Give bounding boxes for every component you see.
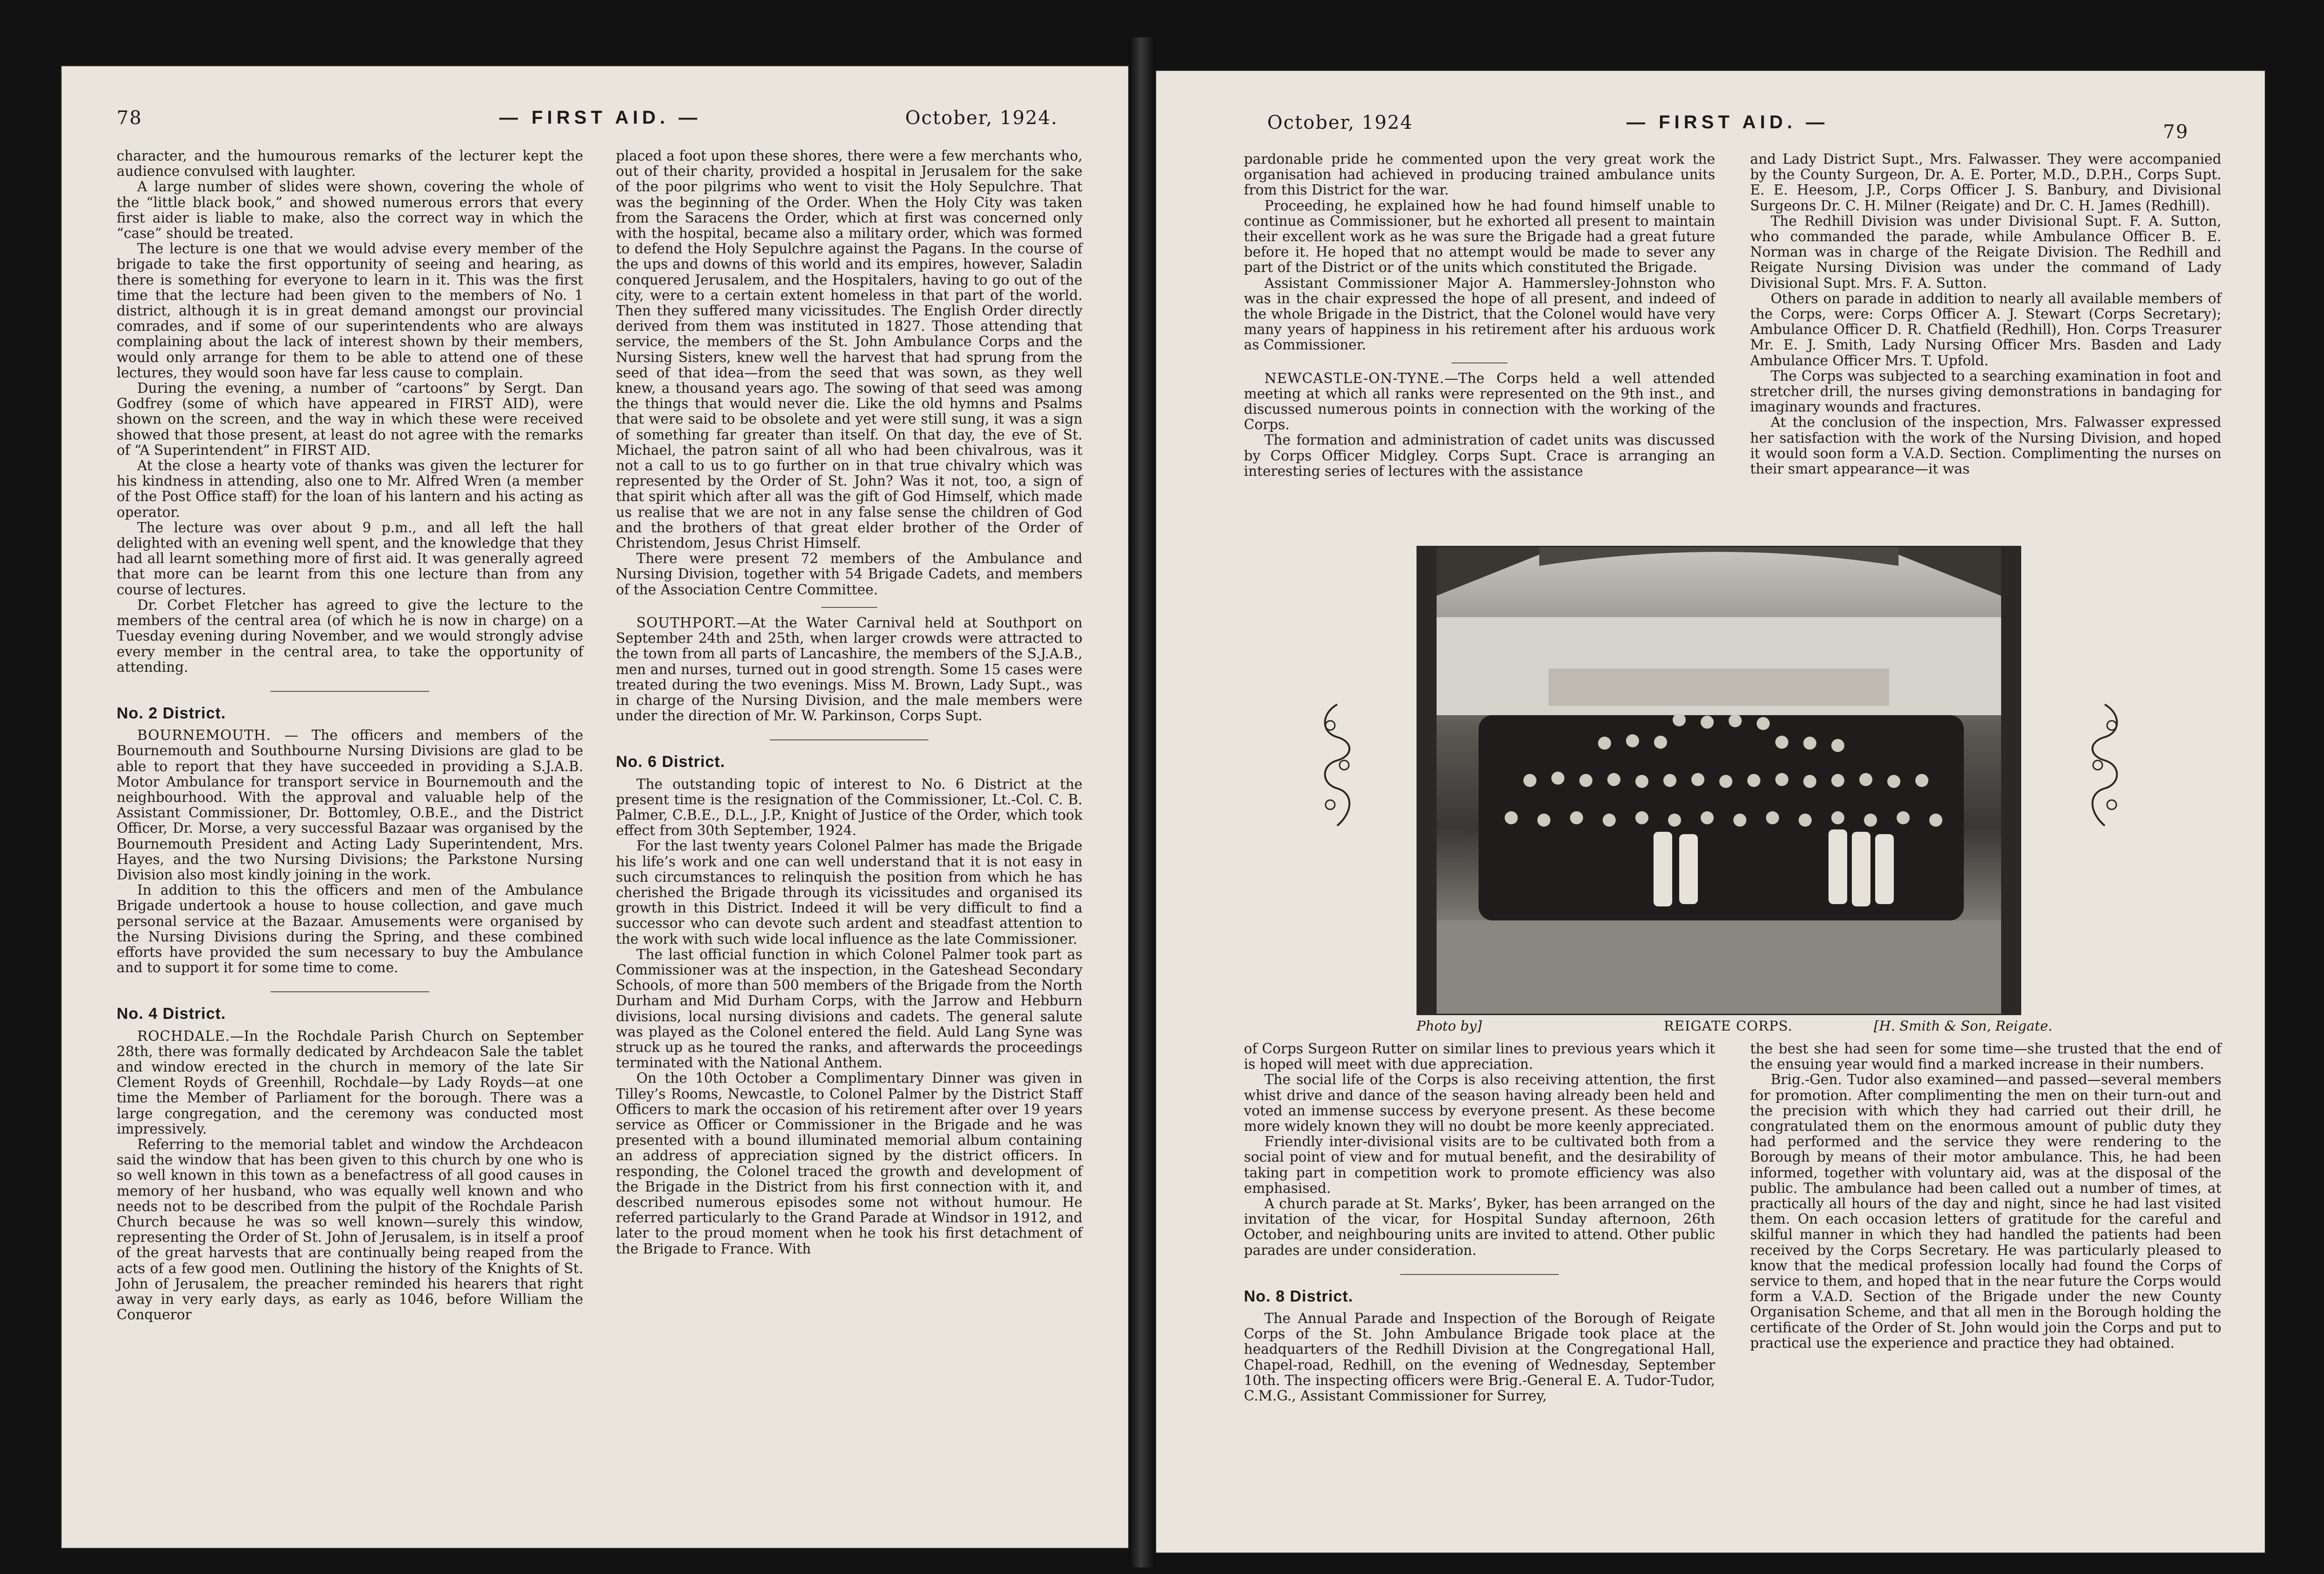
book-spine — [1129, 37, 1155, 1567]
running-title: — FIRST AID. — — [1626, 112, 1829, 132]
right-column-1-top — [1244, 152, 1715, 479]
paragraph: SOUTHPORT.—At the Water Carnival held at Southport on September 24th and 25th, when larger crowds were attracted to the town from all parts of Lancashire, the members of the S.J.A.B., men and nurses, turned out in good strength. Some 15 cases were treated during the two evenings. Miss M. Brown, Lady Supt., was in charge of the Nursing Division, and the male members were under the direction of Mr. W. Parkinson, Corps Supt. — [616, 614, 1082, 724]
right-column-1-bottom — [1244, 1041, 1715, 1404]
paragraph: There were present 72 members of the Ambulance and Nursing Division, together with 54 Brigade Cadets, and members of the Association Centre Committee. — [616, 550, 1082, 598]
paragraph: On the 10th October a Complimentary Dinner was given in Tilley’s Rooms, Newcastle, to Colonel Palmer by the District Staff Officers to mark the occasion of his retirement after over 19 years service as Officer or Commissioner in the Brigade and he was presented with a bound illuminated memorial album containing an address of appreciation signed by the district officers. In responding, the Colonel traced the growth and development of the Brigade in the District from his first connection with it, and described numerous episodes some not without humour. He referred particularly to the Grand Parade at Windsor in 1912, and later to the proud moment when he took his first detachment of the Brigade to France. With — [616, 1070, 1082, 1257]
section-divider — [271, 691, 429, 692]
paragraph: The Redhill Division was under Divisional Supt. F. A. Sutton, who commanded the parade, while Ambulance Officer B. E. Norman was in charge of the Reigate Division. The Redhill and Reigate Nursing Division was under the command of Lady Divisional Supt. Mrs. F. A. Sutton. — [1750, 213, 2221, 291]
section-divider — [271, 991, 429, 992]
left-page — [61, 65, 1129, 1549]
place-name: BOURNEMOUTH. — [137, 727, 271, 744]
paragraph: The social life of the Corps is also receiving attention, the first whist drive and dance of the season having already been held and voted an immense success by everyone present. As these become more widely known they will no doubt be more keenly appreciated. — [1244, 1072, 1715, 1135]
place-name: NEWCASTLE-ON-TYNE. — [1264, 370, 1445, 386]
scroll-ornament-icon — [1316, 700, 1358, 830]
paragraph: the best she had seen for some time—she trusted that the end of the ensuing year would find a marked increase in their numbers. — [1750, 1041, 2221, 1073]
paragraph: The lecture is one that we would advise every member of the brigade to take the first opportunity of seeing and hearing, as there is something for everyone to learn in it. This was the first time that the lecture had been given to the members of No. 1 district, although it is in great demand amongst our provincial comrades, and if some of our superintendents who are always complaining about the lack of interest shown by their members, would only arrange for them to be able to attend one of these lectures, they would soon have far less cause to complain. — [117, 241, 583, 381]
paragraph: BOURNEMOUTH. — The officers and members of the Bournemouth and Southbourne Nursing Divisions are glad to be able to report that they have succeeded in providing a S.J.A.B. Motor Ambulance for transport service in Bournemouth and the neighbourhood. With the approval and valuable help of the Assistant Commissioner, Dr. Bottomley, O.B.E., and the District Officer, Dr. Morse, a very successful Bazaar was organised by the Bournemouth President and Acting Lady Superintendent, Mrs. Hayes, and the two Nursing Divisions; the Parkstone Nursing Division also most kindly joining in the work. — [117, 727, 583, 883]
section-divider — [821, 607, 877, 608]
paragraph: Brig.-Gen. Tudor also examined—and passed—several members for promotion. After complimenting the men on their turn-out and the precision with which they had carried out their drill, he congratulated them on the enormous amount of public duty they had performed and the service they were rendering to the Borough by means of their motor ambulance. This, he had been informed, together with voluntary aid, was at the disposal of the public. The ambulance had been called out a number of times, at practically all hours of the day and night, since he had last visited them. On each occasion letters of gratitude for the careful and skilful manner in which they had handled the patients had been received by the Corps Secretary. He was particularly pleased to know that the medical profession locally had found the Corps of service to them, and hoped that in the near future the Corps would form a V.A.D. Section of the Brigade under the new County Organisation Scheme, and that all men in the Borough holding the certificate of the Order of St. John would join the Corps and put to practical use the experience and practice they had obtained. — [1750, 1072, 2221, 1351]
paragraph: ROCHDALE.—In the Rochdale Parish Church on September 28th, there was formally dedicated by Archdeacon Sale the tablet and window erected in the church in memory of the late Sir Clement Royds of Greenhill, Rochdale—by Lady Royds—at one time the Member of Parliament for the borough. There was a large congregation, and the ceremony was conducted most impressively. — [117, 1028, 583, 1137]
right-page — [1155, 70, 2266, 1553]
paragraph: The Corps was subjected to a searching examination in foot and stretcher drill, the nurses giving demonstrations in bandaging for imaginary wounds and fractures. — [1750, 368, 2221, 415]
scroll-ornament-icon — [2084, 700, 2126, 830]
photo-caption: REIGATE CORPS. — [1664, 1018, 1793, 1034]
left-column-2 — [616, 148, 1082, 1257]
paragraph: A church parade at St. Marks’, Byker, has been arranged on the invitation of the vicar, for Hospital Sunday afternoon, 26th October, and neighbouring units are invited to attend. Other public parades are under consideration. — [1244, 1196, 1715, 1258]
paragraph: Proceeding, he explained how he had found himself unable to continue as Commissioner, but he exhorted all present to maintain their excellent work as he was sure the Brigade had a great future before it. He hoped that no attempt would be made to sever any part of the District or of the units which constituted the Brigade. — [1244, 197, 1715, 276]
paragraph: Assistant Commissioner Major A. Hammersley-Johnston who was in the chair expressed the hope of all present, and indeed of the whole Brigade in the District, that the Colonel would have very many years of happiness in his retirement after his arduous work as Commissioner. — [1244, 275, 1715, 353]
paragraph: NEWCASTLE-ON-TYNE.—The Corps held a well attended meeting at which all ranks were represented on the 9th inst., and discussed numerous points in connection with the working of the Corps. — [1244, 370, 1715, 433]
photo-credit: [H. Smith & Son, Reigate. — [1874, 1018, 2052, 1034]
paragraph: Referring to the memorial tablet and window the Archdeacon said the window that has been given to this church by one who is so well known in this town as a benefactress of all good causes in memory of her husband, who was equally well known and who needs not to be described from the pulpit of the Rochdale Parish Church because he was so well known—surely this window, representing the Order of St. John of Jerusalem, is in itself a proof of the great harvests that are continually being reaped from the acts of a few good men. Outlining the history of the Knights of St. John of Jerusalem, the preacher reminded his hearers that right away in very early days, as early as 1046, before William the Conqueror — [117, 1136, 583, 1323]
paragraph: pardonable pride he commented upon the very great work the organisation had achieved in producing trained ambulance units from this District for the war. — [1244, 151, 1715, 198]
paragraph: The outstanding topic of interest to No. 6 District at the present time is the resignation of the Commissioner, Lt.-Col. C. B. Palmer, C.B.E., D.L., J.P., Knight of Justice of the Order, which took effect from 30th September, 1924. — [616, 776, 1082, 839]
paragraph: In addition to this the officers and men of the Ambulance Brigade undertook a house to house collection, and gave much personal service at the Bazaar. Amusements were organised by the Nursing Divisions during the Spring, and these combined efforts have provided the sum necessary to buy the Ambulance and to support it for some time to come. — [117, 882, 583, 976]
paragraph: The formation and administration of cadet units was discussed by Corps Officer Midgley. Corps Supt. Crace is arranging an interesting series of lectures with the assistance — [1244, 432, 1715, 479]
running-title: — FIRST AID. — — [499, 107, 702, 128]
group-photograph — [1417, 546, 2021, 1015]
page-number: 78 — [117, 107, 142, 129]
paragraph: of Corps Surgeon Rutter on similar lines to previous years which it is hoped will meet with due appreciation. — [1244, 1041, 1715, 1073]
section-heading: No. 4 District. — [117, 1005, 226, 1023]
place-name: ROCHDALE. — [137, 1028, 230, 1044]
paragraph: The last official function in which Colonel Palmer took part as Commissioner was at the inspection, in the Gateshead Secondary Schools, of more than 500 members of the Brigade from the North Durham and Mid Durham Corps, with the Jarrow and Hebburn divisions, local nursing divisions and cadets. The general salute was played as the Colonel entered the field. Auld Lang Syne was struck up as he toured the ranks, and afterwards the proceedings terminated with the National Anthem. — [616, 946, 1082, 1071]
paragraph: Friendly inter-divisional visits are to be cultivated both from a social point of view and for mutual benefit, and the desirability of taking part in competition work to promote efficiency was also emphasised. — [1244, 1134, 1715, 1196]
section-heading: No. 2 District. — [117, 704, 226, 722]
place-name: SOUTHPORT. — [636, 614, 737, 631]
section-divider — [1452, 362, 1507, 363]
issue-date: October, 1924 — [1267, 112, 1413, 133]
issue-date: October, 1924. — [905, 107, 1058, 129]
section-divider — [1400, 1274, 1559, 1275]
section-divider — [770, 739, 928, 740]
paragraph: Others on parade in addition to nearly all available members of the Corps, were: Corps Officer A. J. Stewart (Corps Secretary); Ambulance Officer D. R. Chatfield (Redhill), Hon. Corps Treasurer Mr. E. J. Smith, Lady Nursing Officer Mrs. Basden and Lady Ambulance Officer Mrs. T. Upfold. — [1750, 290, 2221, 369]
photo-credit-label: Photo by] — [1417, 1018, 1482, 1034]
paragraph: and Lady District Supt., Mrs. Falwasser. They were accompanied by the County Surgeon, Dr. A. E. Porter, M.D., D.P.H., Corps Supt. E. E. Heesom, J.P., Corps Officer J. S. Banbury, and Divisional Surgeons Dr. C. H. Milner (Reigate) and Dr. C. H. James (Redhill). — [1750, 151, 2221, 214]
paragraph: At the conclusion of the inspection, Mrs. Falwasser expressed her satisfaction with the work of the Nursing Division, and hoped it would soon form a V.A.D. Section. Complimenting the nurses on their smart appearance—it was — [1750, 414, 2221, 477]
paragraph: A large number of slides were shown, covering the whole of the “little black book,” and showed numerous errors that every first aider is liable to make, also the correct way in which the “case” should be treated. — [117, 179, 583, 242]
section-heading: No. 6 District. — [616, 753, 726, 771]
right-column-2-bottom — [1750, 1041, 2221, 1351]
paragraph: For the last twenty years Colonel Palmer has made the Brigade his life’s work and one can well understand that it is not easy in such circumstances to relinquish the position from which he has cherished the Brigade through its vicissitudes and organised its growth in this District. Indeed it will be very difficult to find a successor who can devote such ardent and steadfast attention to the work with such wide local influence as the late Commissioner. — [616, 838, 1082, 947]
page-number: 79 — [2163, 121, 2189, 143]
right-column-2-top — [1750, 152, 2221, 477]
paragraph: placed a foot upon these shores, there were a few merchants who, out of their charity, provided a hospital in Jerusalem for the sake of the poor pilgrims who went to visit the Holy Sepulchre. That was the beginning of the Order. When the Holy City was taken from the Saracens the Order, which at first was concerned only with the hospital, became also a military order, which was formed to defend the Holy Sepulchre against the Pagans. In the course of the ups and downs of this world and its empires, however, Saladin conquered Jerusalem, and the Hospitalers, having to go out of the city, were to a certain extent homeless in that part of the world. Then they suffered many vicissitudes. The English Order directly derived from them was instituted in 1827. Those attending that service, the members of the St. John Ambulance Corps and the Nursing Sisters, knew well the harvest that had sprung from the seed of that idea—from the seed that was sown, as they well knew, a thousand years ago. The sowing of that seed was among the things that would never die. Like the old hymns and Psalms that were said to be obsolete and yet were still sung, it was a sign of something far greater than itself. On that day, the eve of St. Michael, the patron saint of all who had been chivalrous, was it not a call to us to go further on in that true chivalry which was represented by the Order of St. John? Was it not, too, a sign of that spirit which after all was the gift of God Himself, which made us realise that we are not in any false sense the children of God and the brothers of that great elder brother of the Order of Christendom, Jesus Christ Himself. — [616, 148, 1082, 551]
paragraph: At the close a hearty vote of thanks was given the lecturer for his kindness in attending, also one to Mr. Alfred Wren (a member of the Post Office staff) for the loan of his lantern and his acting as operator. — [117, 458, 583, 520]
paragraph: character, and the humourous remarks of the lecturer kept the audience convulsed with laughter. — [117, 148, 583, 180]
paragraph: During the evening, a number of “cartoons” by Sergt. Dan Godfrey (some of which have appeared in FIRST AID), were shown on the screen, and the way in which these were received showed that those present, at least do not agree with the remarks of “A Superintendent” in FIRST AID. — [117, 380, 583, 458]
paragraph: Dr. Corbet Fletcher has agreed to give the lecture to the members of the central area (of which he is now in charge) on a Tuesday evening during November, and we would strongly advise every member in the central area, to take the opportunity of attending. — [117, 597, 583, 675]
paragraph: The Annual Parade and Inspection of the Borough of Reigate Corps of the St. John Ambulance Brigade took place at the headquarters of the Redhill Division at the Congregational Hall, Chapel-road, Redhill, on the evening of Wednesday, September 10th. The inspecting officers were Brig.-General E. A. Tudor-Tudor, C.M.G., Assistant Commissioner for Surrey, — [1244, 1310, 1715, 1404]
section-heading: No. 8 District. — [1244, 1287, 1354, 1305]
paragraph: The lecture was over about 9 p.m., and all left the hall delighted with an evening well spent, and the knowledge that they had all learnt something more of first aid. It was generally agreed that more can be learnt from this one lecture than from any course of lectures. — [117, 519, 583, 598]
left-column-1 — [117, 148, 583, 1323]
photo-illustration — [1418, 547, 2020, 1014]
